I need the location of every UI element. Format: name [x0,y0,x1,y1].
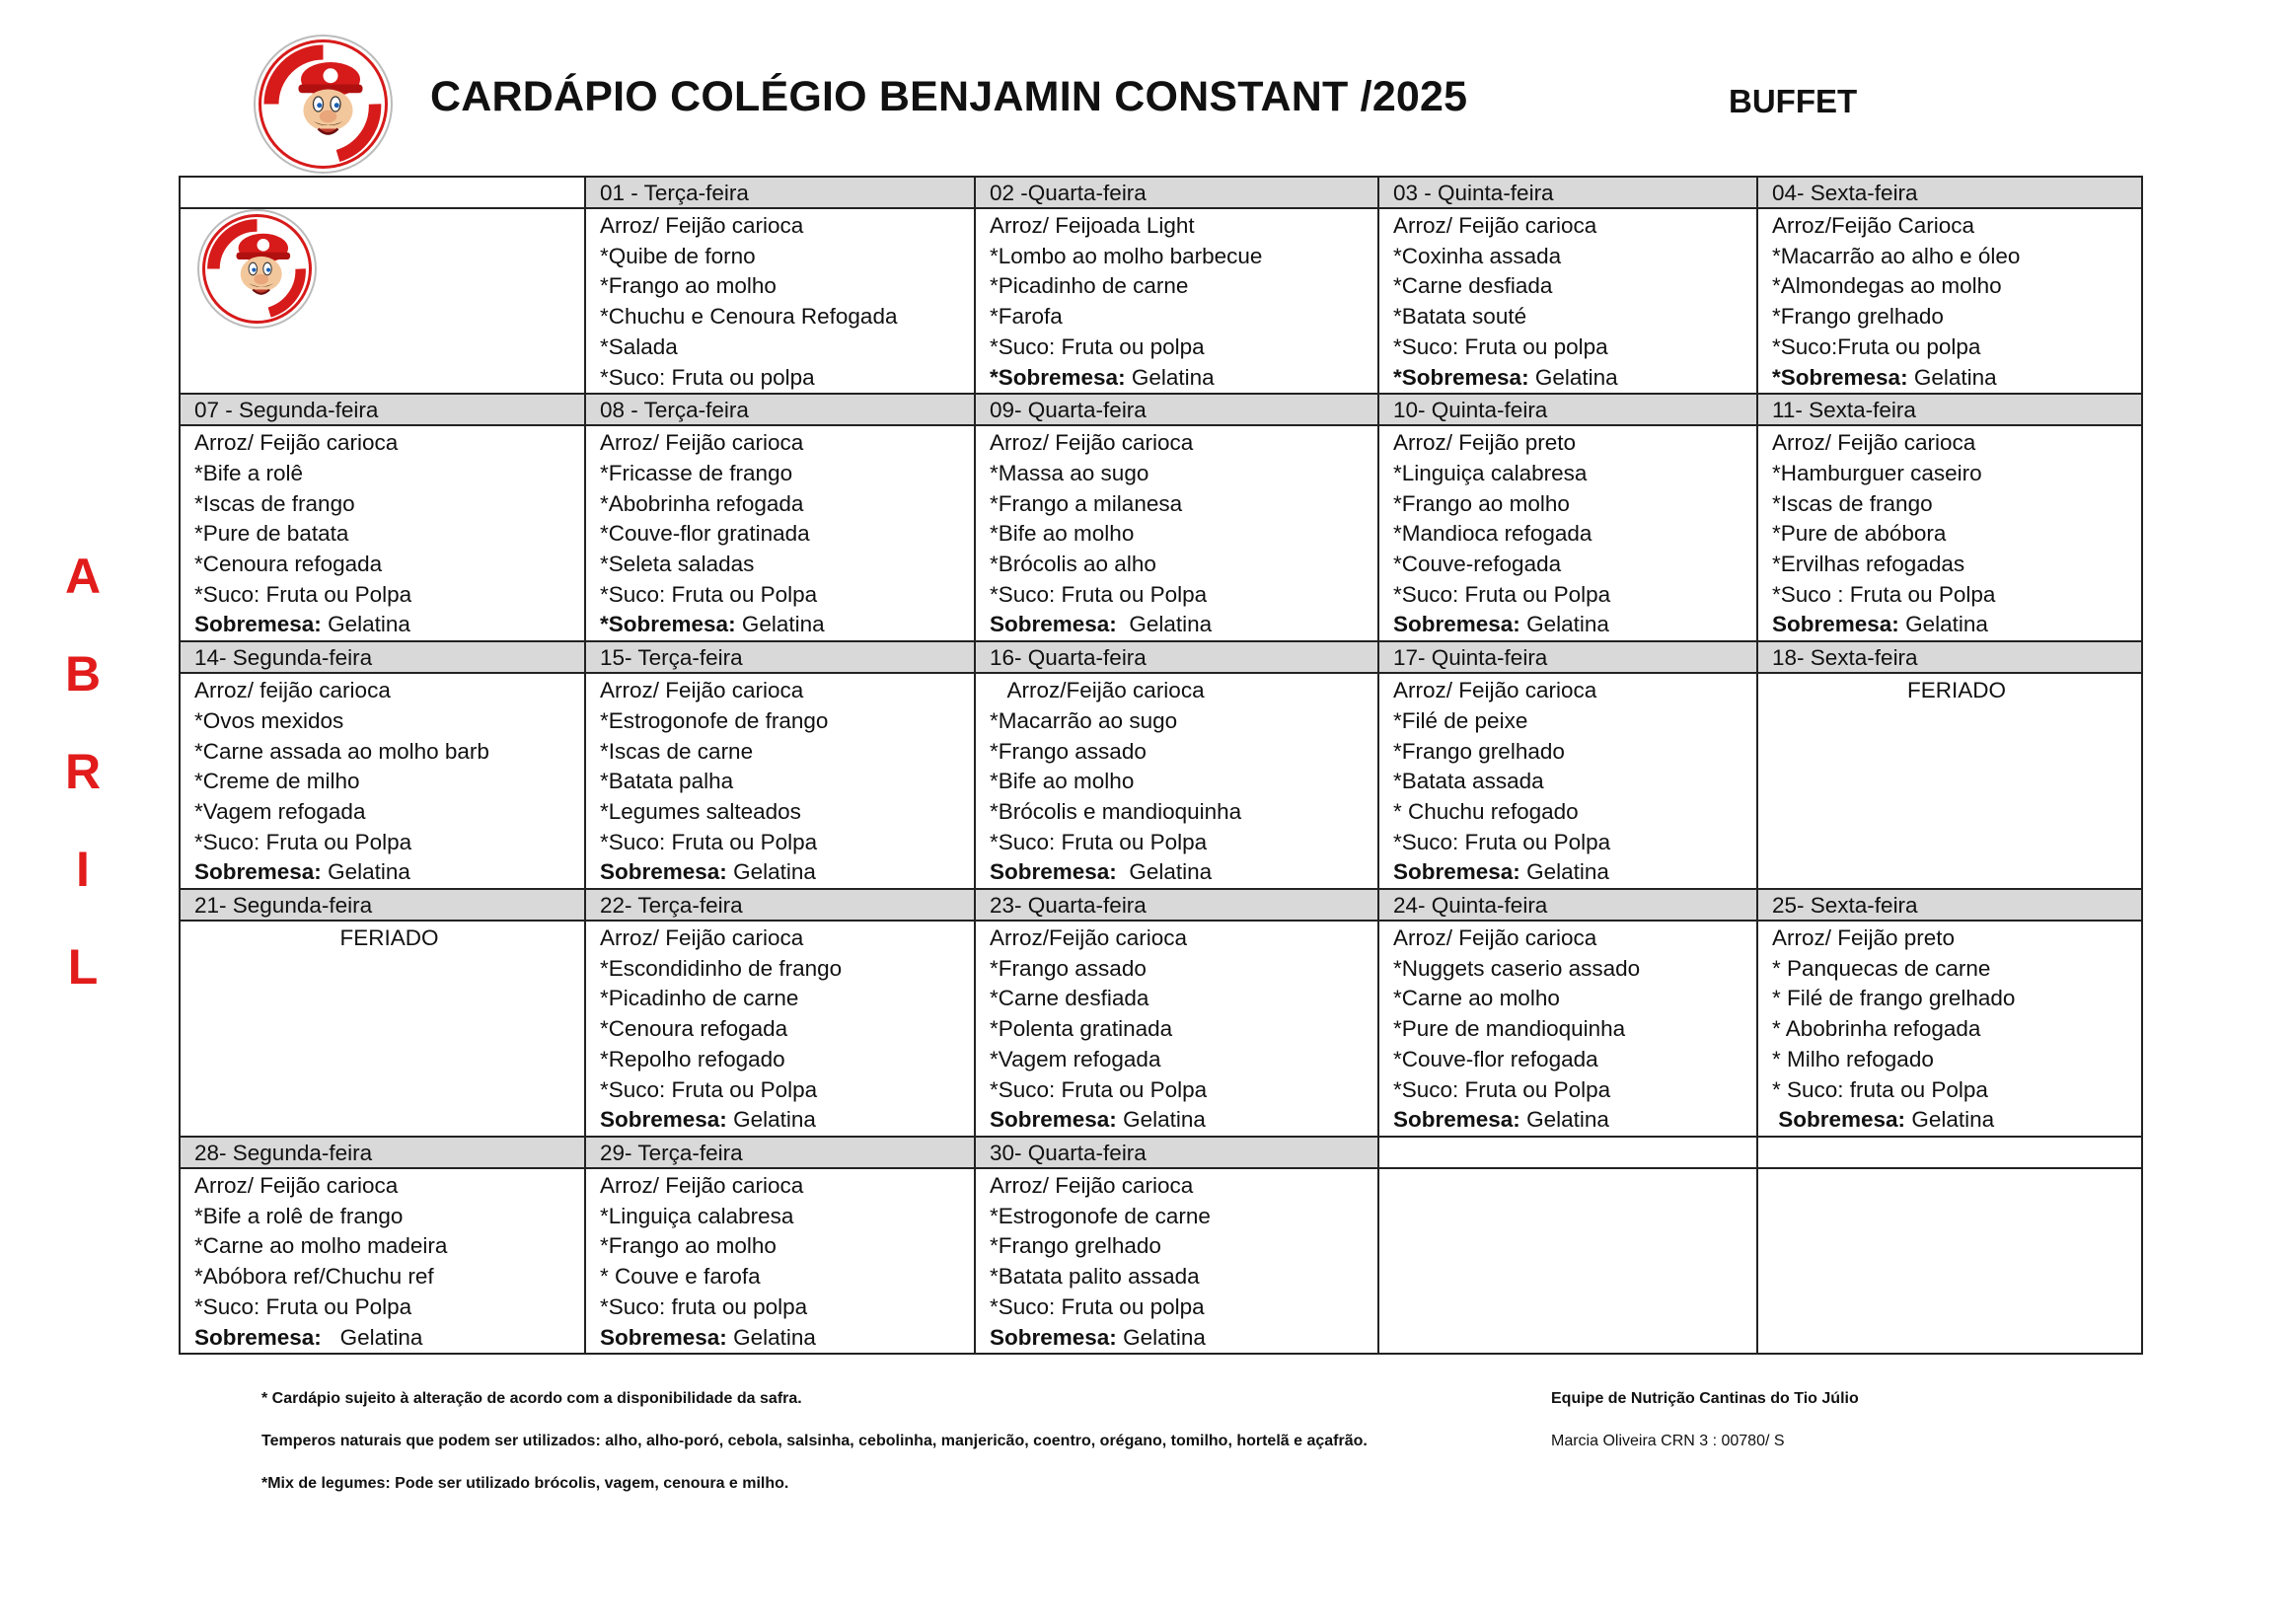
menu-item: * Abobrinha refogada [1772,1016,1981,1042]
menu-item: *Macarrão ao alho e óleo [1772,243,2021,268]
menu-item: *Suco: Fruta ou Polpa [1393,1076,1611,1102]
menu-item: *Frango assado [990,738,1147,764]
menu-item: Arroz/ Feijão carioca [600,213,804,238]
day-menu-cell [1378,425,1757,641]
menu-item: *Suco: Fruta ou polpa [600,364,815,390]
day-header: 10- Quinta-feira [1378,394,1757,425]
month-letter: B [64,646,102,701]
day-header: 09- Quarta-feira [975,394,1378,425]
menu-item: *Carne ao molho [1393,986,1560,1011]
dessert-label: Sobremesa: [1393,859,1520,885]
menu-item: *Frango grelhado [1772,304,1944,330]
day-menu-cell [585,425,975,641]
menu-item: *Couve-flor gratinada [600,521,810,547]
dessert-value: Gelatina [1125,364,1215,390]
dessert-label: Sobremesa: [194,612,322,637]
dessert-label: Sobremesa: [600,1324,727,1350]
dessert-value: Gelatina [1907,364,1997,390]
day-menu-cell [1757,673,2142,889]
menu-item: *Suco: Fruta ou polpa [990,333,1205,359]
day-header [1757,1137,2142,1168]
menu-item: * Panquecas de carne [1772,955,1991,981]
day-header: 15- Terça-feira [585,641,975,673]
dessert-label: Sobremesa: [990,859,1117,885]
dessert-label: Sobremesa: [194,859,322,885]
day-menu-cell [180,425,585,641]
dessert-line [1393,363,1756,394]
day-header: 18- Sexta-feira [1757,641,2142,673]
day-header: 04- Sexta-feira [1757,177,2142,208]
menu-item: *Carne desfiada [1393,273,1553,299]
day-header: 03 - Quinta-feira [1378,177,1757,208]
menu-item: * Milho refogado [1772,1046,1934,1071]
week-header-row [180,394,2142,425]
day-header: 30- Quarta-feira [975,1137,1378,1168]
dessert-value: Gelatina [1528,364,1618,390]
week-header-row [180,641,2142,673]
menu-item: *Linguiça calabresa [1393,460,1588,485]
month-letter: L [67,939,99,995]
dessert-label: *Sobremesa: [1393,364,1529,390]
week-header-row [180,1137,2142,1168]
day-menu-cell [1378,1168,1757,1354]
menu-item: *Macarrão ao sugo [990,707,1178,733]
menu-item: Arroz/ Feijão carioca [600,925,804,951]
menu-item: *Iscas de frango [194,490,355,516]
menu-item: * Couve e farofa [600,1264,761,1290]
dessert-line [600,1105,974,1136]
footer-note-legumes: *Mix de legumes: Pode ser utilizado brócolis, vagem, cenoura e milho. [261,1475,789,1492]
menu-item: *Suco: Fruta ou Polpa [990,829,1208,854]
menu-item: *Seleta saladas [600,552,755,577]
logo-mascot-small [202,214,312,324]
menu-item: *Pure de abóbora [1772,521,1947,547]
menu-item: *Hamburguer caseiro [1772,460,1982,485]
day-menu-cell [1757,208,2142,394]
dessert-line [1393,857,1756,888]
day-menu-cell [1757,425,2142,641]
menu-item: *Escondidinho de frango [600,955,843,981]
day-menu-cell [1378,921,1757,1137]
menu-item: Arroz/Feijão Carioca [1772,213,1975,238]
day-menu-cell [585,673,975,889]
menu-item: Arroz/ feijão carioca [194,678,391,703]
dessert-label: Sobremesa: [990,612,1117,637]
day-header: 11- Sexta-feira [1757,394,2142,425]
day-menu-cell [585,1168,975,1354]
menu-item: *Quibe de forno [600,243,756,268]
dessert-label: *Sobremesa: [600,612,736,637]
menu-item: *Ervilhas refogadas [1772,552,1965,577]
dessert-label: Sobremesa: [1393,1107,1520,1133]
day-header: 28- Segunda-feira [180,1137,585,1168]
footer-team: Equipe de Nutrição Cantinas do Tio Júlio [1551,1390,1859,1407]
menu-item: *Suco: Fruta ou Polpa [990,1076,1208,1102]
menu-item: *Suco : Fruta ou Polpa [1772,581,1996,607]
menu-item: Arroz/ Feijão carioca [990,1172,1194,1198]
day-header: 02 -Quarta-feira [975,177,1378,208]
dessert-value: Gelatina [1519,1107,1609,1133]
menu-item: *Suco: Fruta ou Polpa [990,581,1208,607]
dessert-value: Gelatina [726,1324,816,1350]
day-menu-cell [975,673,1378,889]
dessert-line [990,857,1377,888]
menu-item: *Abóbora ref/Chuchu ref [194,1264,434,1290]
menu-item: Arroz/ Feijão carioca [194,430,399,456]
menu-item: *Estrogonofe de frango [600,707,829,733]
dessert-line [1772,610,2141,640]
week-menu-row [180,208,2142,394]
week-menu-row [180,921,2142,1137]
menu-item: *Bife ao molho [990,521,1135,547]
menu-item: *Carne desfiada [990,986,1149,1011]
menu-item: *Polenta gratinada [990,1016,1173,1042]
menu-item: *Frango ao molho [600,1233,777,1259]
menu-item: *Massa ao sugo [990,460,1149,485]
menu-item: *Mandioca refogada [1393,521,1592,547]
dessert-value: Gelatina [321,1324,423,1350]
menu-item: *Couve-refogada [1393,552,1562,577]
menu-item: *Fricasse de frango [600,460,793,485]
dessert-value: Gelatina [1898,612,1988,637]
menu-item: *Bife a rolê de frango [194,1203,404,1228]
menu-item: *Chuchu e Cenoura Refogada [600,304,898,330]
dessert-line [600,610,974,640]
menu-item: *Suco:Fruta ou polpa [1772,333,1981,359]
month-letter: I [76,842,90,897]
menu-item: *Suco: Fruta ou Polpa [600,1076,818,1102]
menu-item: *Suco: Fruta ou Polpa [194,829,412,854]
dessert-label: Sobremesa: [600,1107,727,1133]
menu-item: *Ovos mexidos [194,707,344,733]
dessert-line [1772,1105,2141,1136]
menu-item: *Brócolis e mandioquinha [990,798,1242,824]
menu-table [179,176,2143,1355]
dessert-value: Gelatina [321,612,410,637]
dessert-line [600,857,974,888]
dessert-label: *Sobremesa: [1772,364,1908,390]
menu-item: *Cenoura refogada [194,552,383,577]
day-header: 01 - Terça-feira [585,177,975,208]
menu-item: *Creme de milho [194,769,360,794]
menu-item: *Batata palha [600,769,734,794]
day-menu-cell [975,921,1378,1137]
menu-item: Arroz/ Feijão carioca [1393,925,1597,951]
day-menu-cell [975,425,1378,641]
day-menu-cell [1378,673,1757,889]
day-header: 08 - Terça-feira [585,394,975,425]
dessert-line [990,1323,1377,1354]
menu-item: *Nuggets caserio assado [1393,955,1641,981]
day-header [1378,1137,1757,1168]
menu-item: * Chuchu refogado [1393,798,1579,824]
menu-item: *Suco: fruta ou polpa [600,1293,808,1319]
day-menu-cell [1378,208,1757,394]
day-header: 17- Quinta-feira [1378,641,1757,673]
dessert-line [1393,610,1756,640]
menu-item: *Frango grelhado [990,1233,1161,1259]
menu-item: *Frango ao molho [1393,490,1570,516]
menu-item: *Iscas de carne [600,738,754,764]
menu-item: *Pure de batata [194,521,349,547]
menu-item: *Suco: Fruta ou Polpa [600,581,818,607]
day-menu-cell [1757,921,2142,1137]
day-menu-cell [585,208,975,394]
dessert-line [1772,363,2141,394]
day-header: 16- Quarta-feira [975,641,1378,673]
menu-item: *Suco: Fruta ou polpa [990,1293,1205,1319]
page-title: CARDÁPIO COLÉGIO BENJAMIN CONSTANT /2025 [430,73,1468,120]
dessert-line [990,610,1377,640]
dessert-line [600,1323,974,1354]
menu-item: *Abobrinha refogada [600,490,804,516]
dessert-label: Sobremesa: [1772,1107,1906,1133]
menu-item: *Carne assada ao molho barb [194,738,489,764]
menu-item: *Batata assada [1393,769,1544,794]
menu-item: *Bife ao molho [990,769,1135,794]
menu-item: *Brócolis ao alho [990,552,1156,577]
dessert-value: Gelatina [1905,1107,1995,1133]
logo-mascot [259,39,388,169]
day-header: 14- Segunda-feira [180,641,585,673]
dessert-value: Gelatina [1519,612,1609,637]
day-menu-cell [585,921,975,1137]
dessert-value: Gelatina [321,859,410,885]
day-header: 22- Terça-feira [585,889,975,921]
menu-item: *Frango ao molho [600,273,777,299]
dessert-label: Sobremesa: [1393,612,1520,637]
dessert-line [990,1105,1377,1136]
footer-note-safra: * Cardápio sujeito à alteração de acordo com a disponibilidade da safra. [261,1390,802,1407]
menu-item: Arroz/ Feijão carioca [1393,213,1597,238]
menu-item: *Filé de peixe [1393,707,1528,733]
day-header: 29- Terça-feira [585,1137,975,1168]
dessert-value: Gelatina [726,1107,816,1133]
dessert-value: Gelatina [735,612,825,637]
dessert-value: Gelatina [1116,612,1213,637]
menu-item: *Salada [600,333,678,359]
week-menu-row [180,1168,2142,1354]
menu-item: *Picadinho de carne [600,986,799,1011]
week-header-row [180,889,2142,921]
day-header: 21- Segunda-feira [180,889,585,921]
menu-item: *Couve-flor refogada [1393,1046,1598,1071]
day-header: 24- Quinta-feira [1378,889,1757,921]
menu-item: *Suco: Fruta ou Polpa [600,829,818,854]
week-menu-row [180,673,2142,889]
dessert-label: Sobremesa: [1772,612,1899,637]
dessert-label: Sobremesa: [600,859,727,885]
menu-item: Arroz/ Feijão carioca [600,1172,804,1198]
menu-item: *Estrogonofe de carne [990,1203,1211,1228]
day-header: 07 - Segunda-feira [180,394,585,425]
menu-item: *Vagem refogada [194,798,366,824]
menu-item: *Frango assado [990,955,1147,981]
dessert-value: Gelatina [1116,1107,1206,1133]
day-menu-cell [1757,1168,2142,1354]
holiday-label: FERIADO [339,925,439,951]
menu-item: Arroz/Feijão carioca [990,925,1188,951]
day-menu-cell [975,1168,1378,1354]
month-letter: A [64,549,102,604]
day-header: 23- Quarta-feira [975,889,1378,921]
dessert-line [990,363,1377,394]
menu-item: Arroz/ Feijão carioca [1772,430,1976,456]
day-menu-cell [180,1168,585,1354]
day-menu-cell [180,673,585,889]
menu-item: *Farofa [990,304,1063,330]
day-menu-cell [975,208,1378,394]
month-letter: R [64,744,102,799]
dessert-label: Sobremesa: [990,1107,1117,1133]
menu-item: *Carne ao molho madeira [194,1233,448,1259]
menu-item: *Batata palito assada [990,1264,1200,1290]
menu-item: Arroz/ Feijão carioca [194,1172,399,1198]
page-subtitle: BUFFET [1729,83,1858,119]
menu-item: *Iscas de frango [1772,490,1933,516]
month-vertical-label [59,528,107,1016]
menu-item: *Pure de mandioquinha [1393,1016,1626,1042]
dessert-value: Gelatina [1116,859,1213,885]
menu-item: *Suco: Fruta ou polpa [1393,333,1608,359]
day-menu-cell [180,921,585,1137]
menu-item: *Bife a rolê [194,460,304,485]
dessert-line [1393,1105,1756,1136]
menu-item: *Vagem refogada [990,1046,1161,1071]
day-header [180,177,585,208]
dessert-value: Gelatina [1116,1324,1206,1350]
menu-item: *Lombo ao molho barbecue [990,243,1263,268]
menu-item: *Coxinha assada [1393,243,1562,268]
menu-item: *Linguiça calabresa [600,1203,794,1228]
menu-item: Arroz/ Feijão carioca [1393,678,1597,703]
dessert-label: Sobremesa: [194,1324,322,1350]
menu-item: *Frango grelhado [1393,738,1565,764]
menu-item: *Suco: Fruta ou Polpa [1393,581,1611,607]
menu-item: Arroz/ Feijão preto [1393,430,1577,456]
menu-item: Arroz/Feijão carioca [990,678,1205,703]
menu-item: Arroz/ Feijão preto [1772,925,1956,951]
menu-item: * Suco: fruta ou Polpa [1772,1076,1988,1102]
dessert-label: Sobremesa: [990,1324,1117,1350]
menu-item: Arroz/ Feijão carioca [600,430,804,456]
dessert-line [194,857,584,888]
menu-item: *Frango a milanesa [990,490,1183,516]
menu-item: *Repolho refogado [600,1046,785,1071]
menu-item: *Picadinho de carne [990,273,1189,299]
week-menu-row [180,425,2142,641]
week-header-row [180,177,2142,208]
menu-item: Arroz/ Feijão carioca [600,678,804,703]
holiday-label: FERIADO [1906,678,2006,703]
day-header: 25- Sexta-feira [1757,889,2142,921]
footer-note-temperos: Temperos naturais que podem ser utilizados: alho, alho-poró, cebola, salsinha, cebolinha, manjericão, coentro, orégano, tomilho, hortelã e açafrão. [261,1433,1368,1449]
menu-item: *Suco: Fruta ou Polpa [194,1293,412,1319]
menu-item: *Suco: Fruta ou Polpa [194,581,412,607]
dessert-line [194,610,584,640]
menu-item: Arroz/ Feijão carioca [990,430,1194,456]
dessert-label: *Sobremesa: [990,364,1126,390]
dessert-value: Gelatina [1519,859,1609,885]
dessert-value: Gelatina [726,859,816,885]
dessert-line [194,1323,584,1354]
menu-item: *Legumes salteados [600,798,801,824]
menu-item: *Batata souté [1393,304,1527,330]
menu-item: Arroz/ Feijoada Light [990,213,1195,238]
footer-nutritionist: Marcia Oliveira CRN 3 : 00780/ S [1551,1433,1785,1449]
menu-item: *Almondegas ao molho [1772,273,2002,299]
menu-item: *Cenoura refogada [600,1016,788,1042]
menu-item: *Suco: Fruta ou Polpa [1393,829,1611,854]
menu-item: * Filé de frango grelhado [1772,986,2016,1011]
